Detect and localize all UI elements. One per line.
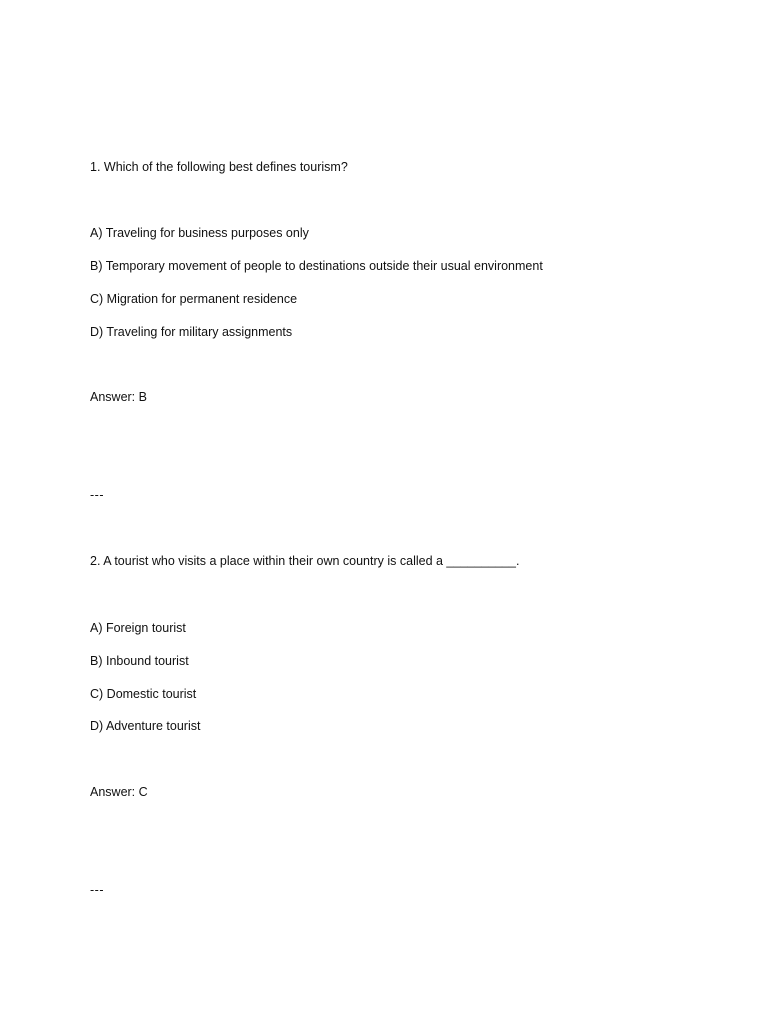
question-2-option-a: A) Foreign tourist [90,621,186,635]
question-1-option-b: B) Temporary movement of people to destinations outside their usual environment [90,259,543,273]
question-2-option-c: C) Domestic tourist [90,687,197,701]
question-1-option-a: A) Traveling for business purposes only [90,226,309,240]
separator-2: --- [90,883,104,897]
question-2-answer: Answer: C [90,785,148,799]
question-2-text: 2. A tourist who visits a place within their own country is called a __________. [90,554,520,568]
question-2-option-d: D) Adventure tourist [90,719,201,733]
question-1-option-c: C) Migration for permanent residence [90,292,298,306]
question-2-option-b: B) Inbound tourist [90,654,189,668]
question-1-text: 1. Which of the following best defines tourism? [90,160,348,174]
separator-1: --- [90,488,104,502]
question-1-answer: Answer: B [90,390,147,404]
question-1-option-d: D) Traveling for military assignments [90,325,293,339]
